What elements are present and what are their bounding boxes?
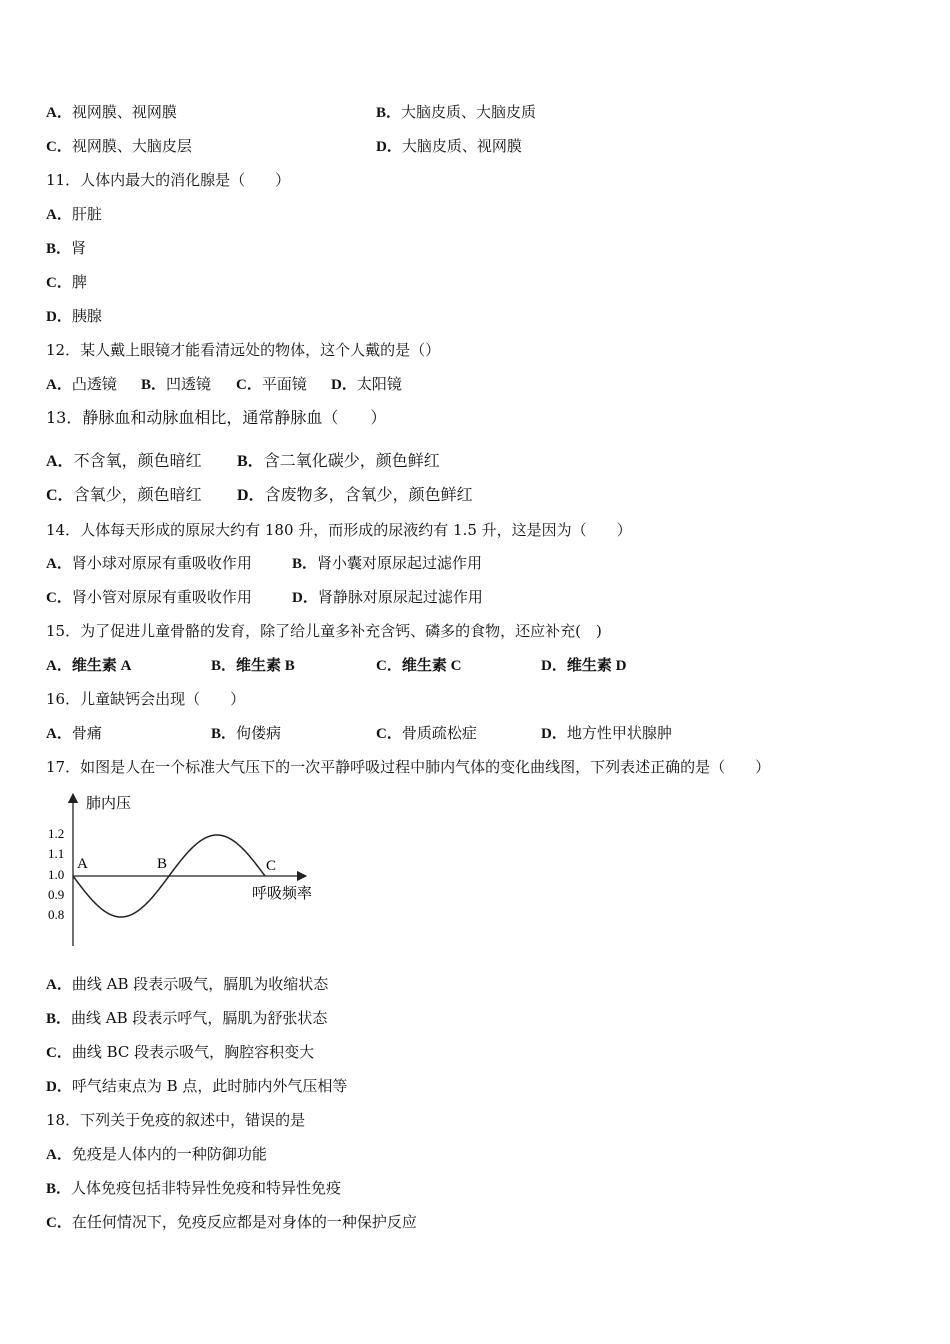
q14-option-d [292, 587, 483, 608]
option-text: 骨质疏松症 [401, 724, 477, 742]
option-label: D． [541, 658, 567, 674]
q18-option-b [46, 1178, 341, 1199]
option-label: A． [46, 453, 74, 470]
q15-option-c [376, 655, 461, 676]
option-label: B． [46, 1011, 72, 1027]
q17-option-b [46, 1008, 327, 1029]
q13-option-a [46, 451, 202, 472]
option-text: 含废物多，含氧少，颜色鲜红 [264, 485, 473, 504]
option-label: C． [236, 377, 262, 393]
option-label: C． [376, 726, 402, 742]
q11-option-a [46, 204, 102, 225]
option-text: 肾静脉对原尿起过滤作用 [317, 588, 483, 606]
option-text: 视网膜、视网膜 [71, 103, 177, 121]
option-label: C． [46, 1045, 72, 1061]
option-label: D． [376, 139, 402, 155]
option-text: 脾 [71, 273, 87, 291]
option-text: 凹透镜 [166, 375, 212, 393]
option-label: C． [46, 487, 74, 504]
q12-option-c [236, 374, 307, 395]
q12-option-b [141, 374, 211, 395]
option-text: 佝偻病 [236, 724, 282, 742]
q11-option-b [46, 238, 86, 259]
lung-pressure-chart [40, 786, 340, 951]
q17-option-d [46, 1076, 347, 1097]
option-label: B． [46, 241, 72, 257]
option-label: B． [46, 1181, 72, 1197]
option-label: A． [46, 658, 72, 674]
option-text: 含氧少，颜色暗红 [73, 485, 202, 504]
q13-option-d [237, 485, 473, 506]
q11-option-d [46, 306, 102, 327]
q15-stem: 15．为了促进儿童骨骼的发育，除了给儿童多补充含钙、磷多的食物，还应补充( ) [46, 622, 602, 640]
option-label: B． [211, 726, 237, 742]
q17-option-a [46, 974, 328, 995]
point-label-c: C [266, 858, 277, 874]
option-label: A． [46, 1147, 72, 1163]
q15-option-a [46, 655, 131, 676]
option-label: C． [46, 139, 72, 155]
y-tick-label: 1.0 [48, 867, 65, 882]
y-tick-label: 0.9 [48, 887, 65, 902]
q16-option-c [376, 723, 477, 744]
option-label: A． [46, 977, 72, 993]
option-text: 人体免疫包括非特异性免疫和特异性免疫 [71, 1179, 342, 1197]
q12-option-d [331, 374, 402, 395]
q17-option-c [46, 1042, 314, 1063]
option-label: D． [46, 309, 72, 325]
option-label: C． [46, 275, 72, 291]
option-text: 曲线 BC 段表示吸气，胸腔容积变大 [71, 1043, 315, 1061]
y-axis-label: 肺内压 [86, 796, 132, 812]
q15-option-b [211, 655, 295, 676]
q14-option-c [46, 587, 252, 608]
q16-option-a [46, 723, 102, 744]
q16-option-b [211, 723, 281, 744]
option-text: 维生素 B [236, 658, 295, 674]
option-label: B． [211, 658, 237, 674]
option-label: A． [46, 105, 72, 121]
option-text: 凸透镜 [71, 375, 117, 393]
point-label-a: A [77, 856, 88, 872]
q14-stem: 14．人体每天形成的原尿大约有 180 升，而形成的尿液约有 1.5 升，这是因为（ ） [46, 521, 632, 539]
option-text: 肝脏 [71, 205, 102, 223]
y-tick-label: 1.1 [48, 846, 65, 861]
q10-option-c [46, 136, 192, 157]
option-label: A． [46, 556, 72, 572]
option-text: 曲线 AB 段表示呼气，膈肌为舒张状态 [71, 1009, 328, 1027]
option-text: 胰腺 [71, 307, 102, 325]
q10-option-a [46, 102, 177, 123]
option-label: A． [46, 207, 72, 223]
option-text: 视网膜、大脑皮层 [71, 137, 192, 155]
option-label: C． [46, 590, 72, 606]
option-text: 大脑皮质、大脑皮质 [401, 103, 537, 121]
option-text: 免疫是人体内的一种防御功能 [71, 1145, 267, 1163]
option-label: B． [141, 377, 167, 393]
y-tick-label: 1.2 [48, 826, 65, 841]
option-label: D． [292, 590, 318, 606]
option-text: 太阳镜 [356, 375, 402, 393]
option-text: 含二氧化碳少，颜色鲜红 [263, 451, 440, 470]
q11-option-c [46, 272, 87, 293]
option-label: A． [46, 726, 72, 742]
option-text: 肾小球对原尿有重吸收作用 [71, 554, 252, 572]
q11-stem: 11．人体内最大的消化腺是（ ） [46, 171, 291, 189]
option-text: 维生素 C [401, 658, 462, 674]
q18-stem: 18．下列关于免疫的叙述中，错误的是 [46, 1111, 306, 1129]
option-label: D． [541, 726, 567, 742]
option-label: D． [237, 487, 265, 504]
option-label: B． [292, 556, 318, 572]
option-label: D． [46, 1079, 72, 1095]
option-text: 肾 [71, 239, 87, 257]
option-label: B． [376, 105, 402, 121]
q15-option-d [541, 655, 626, 676]
q18-option-a [46, 1144, 267, 1165]
option-label: C． [46, 1215, 72, 1231]
option-text: 曲线 AB 段表示吸气，膈肌为收缩状态 [71, 975, 329, 993]
q13-option-c [46, 485, 202, 506]
option-text: 维生素 A [71, 658, 132, 674]
option-label: B． [237, 453, 264, 470]
q10-option-b [376, 102, 536, 123]
y-tick-label: 0.8 [48, 907, 65, 922]
q13-stem: 13．静脉血和动脉血相比，通常静脉血（ ） [46, 408, 387, 427]
option-text: 维生素 D [566, 658, 627, 674]
option-label: A． [46, 377, 72, 393]
q10-option-d [376, 136, 522, 157]
point-label-b: B [157, 856, 168, 872]
option-text: 骨痛 [71, 724, 102, 742]
q17-stem: 17．如图是人在一个标准大气压下的一次平静呼吸过程中肺内气体的变化曲线图，下列表述正确的是（ ） [46, 758, 771, 776]
q12-stem: 12．某人戴上眼镜才能看清远处的物体，这个人戴的是（） [46, 341, 441, 359]
q14-option-a [46, 553, 252, 574]
q13-option-b [237, 451, 440, 472]
q16-option-d [541, 723, 672, 744]
option-text: 呼气结束点为 B 点，此时肺内外气压相等 [71, 1077, 348, 1095]
option-label: D． [331, 377, 357, 393]
option-text: 在任何情况下，免疫反应都是对身体的一种保护反应 [71, 1213, 417, 1231]
option-text: 肾小管对原尿有重吸收作用 [71, 588, 252, 606]
q14-option-b [292, 553, 482, 574]
option-text: 平面镜 [261, 375, 307, 393]
option-text: 不含氧，颜色暗红 [73, 451, 202, 470]
q18-option-c [46, 1212, 417, 1233]
option-text: 大脑皮质、视网膜 [401, 137, 522, 155]
option-label: C． [376, 658, 402, 674]
option-text: 肾小囊对原尿起过滤作用 [317, 554, 483, 572]
x-axis-label: 呼吸频率 [252, 886, 313, 902]
q16-stem: 16．儿童缺钙会出现（ ） [46, 690, 246, 708]
option-text: 地方性甲状腺肿 [566, 724, 672, 742]
q12-option-a [46, 374, 117, 395]
